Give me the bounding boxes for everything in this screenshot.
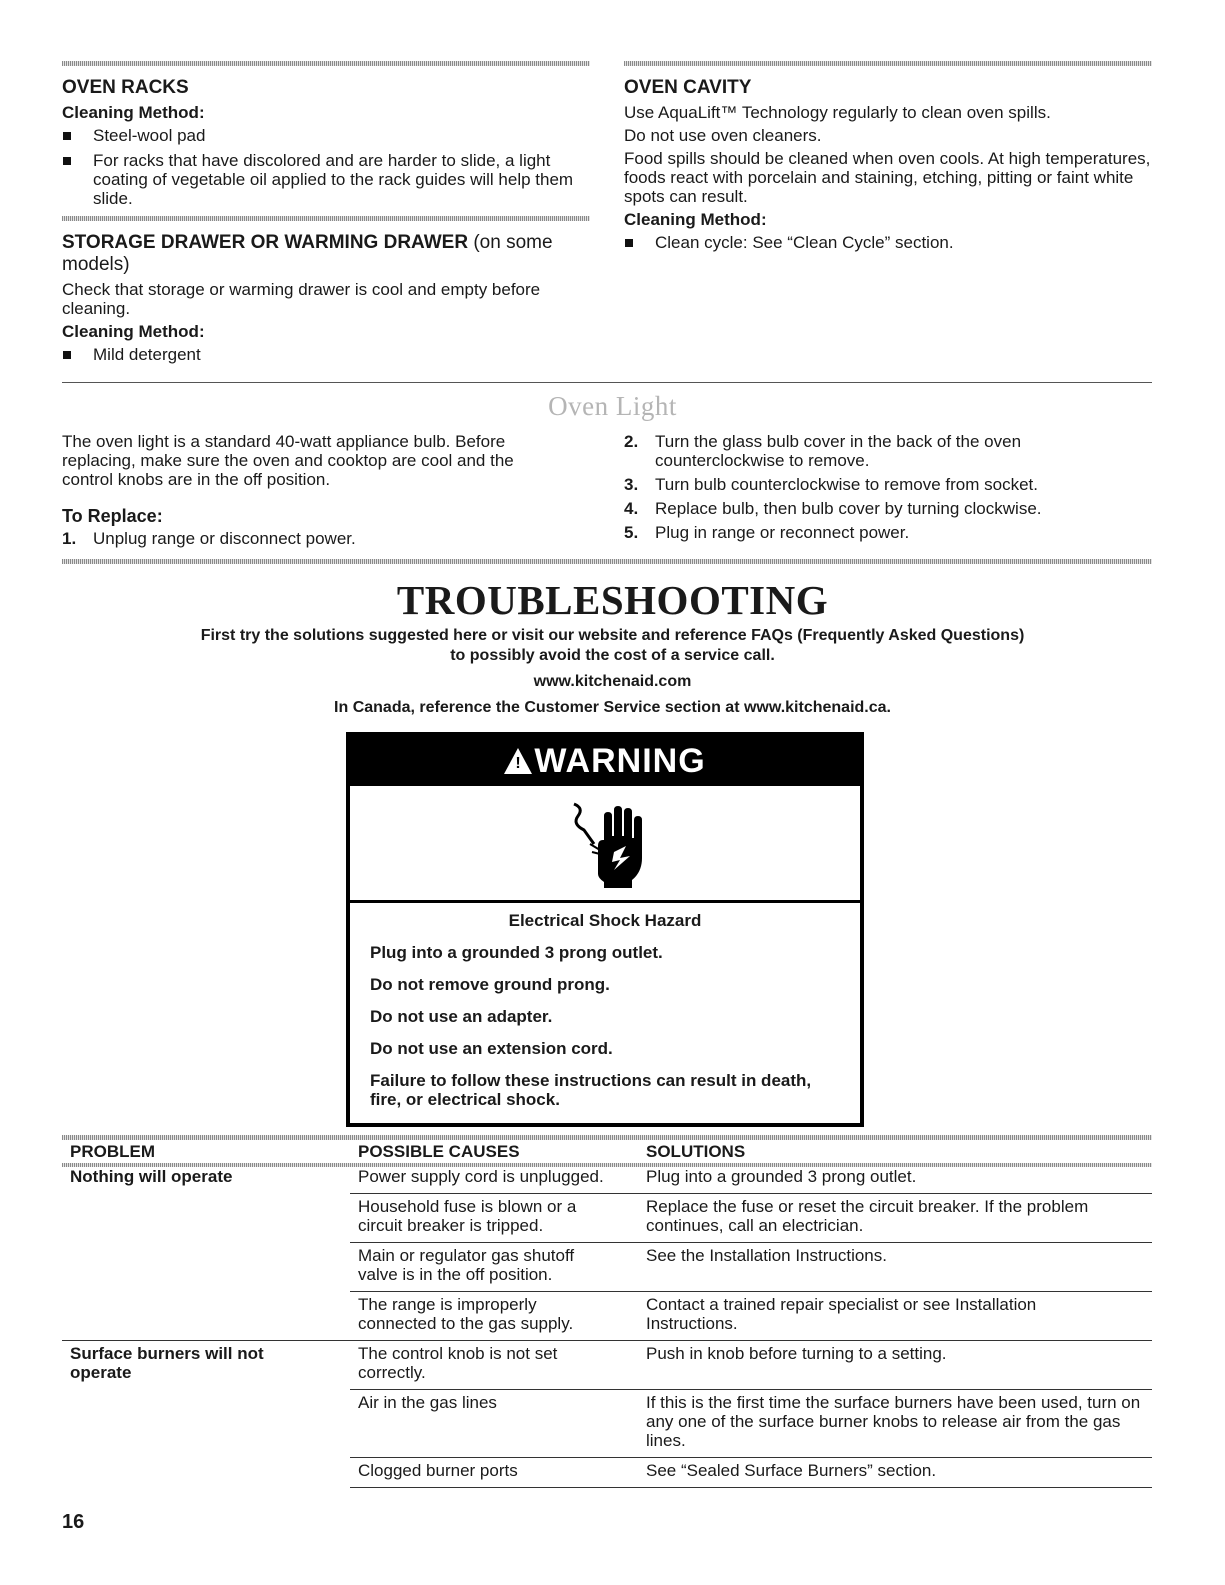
list-item: 2. Turn the glass bulb cover in the back of the oven counterclockwise to remove. <box>624 432 1022 470</box>
list-item: Clean cycle: See “Clean Cycle” section. <box>624 233 1152 252</box>
table-row: Air in the gas lines If this is the first time the surface burners have been used, turn on any one of the surface burner knobs to release air from the gas lines. <box>62 1390 1152 1458</box>
warning-triangle-icon: ! <box>504 748 532 774</box>
list-item: For racks that have discolored and are harder to slide, a light coating of vegetable oil applied to the rack guides will help them slide. <box>62 151 590 208</box>
table-row: The range is improperly connected to the gas supply. Contact a trained repair specialist or see Installation Instructions. <box>62 1292 1152 1341</box>
list-item: Mild detergent <box>62 345 590 364</box>
bullet-square-icon <box>63 157 71 165</box>
header-solutions: SOLUTIONS <box>646 1142 746 1161</box>
table-header-row <box>62 1138 1152 1164</box>
storage-drawer-title: STORAGE DRAWER OR WARMING DRAWER (on some models) <box>62 232 553 275</box>
oven-light-intro: The oven light is a standard 40-watt appliance bulb. Before replacing, make sure the oven and cooktop are cool and the control knobs are in the off position. <box>62 432 514 489</box>
troubleshooting-intro-line2: to possibly avoid the cost of a service call. <box>450 647 775 664</box>
list-item: Steel-wool pad <box>62 126 590 145</box>
table-row: Nothing will operate Power supply cord is unplugged. Plug into a grounded 3 prong outlet. <box>70 1167 917 1186</box>
bullet-square-icon <box>63 132 71 140</box>
oven-cavity-p3: Food spills should be cleaned when oven cools. At high temperatures, foods react with porcelain and staining, etching, pitting or faint white spots can result. <box>624 149 1151 206</box>
oven-cavity-title: OVEN CAVITY <box>624 77 752 98</box>
table-row: Surface burners will not operate The control knob is not set correctly. Push in knob before turning to a setting. <box>62 1341 1152 1390</box>
oven-cavity-section <box>624 77 1152 252</box>
warning-header <box>350 736 860 786</box>
warning-line: Plug into a grounded 3 prong outlet. <box>370 943 663 962</box>
storage-drawer-list <box>62 345 590 364</box>
oven-light-left <box>62 432 590 553</box>
left-column <box>62 66 590 370</box>
website-link[interactable]: www.kitchenaid.com <box>533 673 692 690</box>
list-item: 1. Unplug range or disconnect power. <box>62 529 356 548</box>
table-row: Clogged burner ports See “Sealed Surface Burners” section. <box>62 1458 1152 1488</box>
warning-heading: WARNING <box>534 742 706 780</box>
oven-cavity-p1: Use AquaLift™ Technology regularly to clean oven spills. <box>624 103 1051 122</box>
storage-drawer-text: Check that storage or warming drawer is cool and empty before cleaning. <box>62 280 541 318</box>
table-row: Household fuse is blown or a circuit breaker is tripped. Replace the fuse or reset the circuit breaker. If the problem continues, call an electrician. <box>62 1194 1152 1243</box>
hazard-title: Electrical Shock Hazard <box>508 911 702 930</box>
oven-light-rule <box>62 382 1152 383</box>
troubleshooting-rule <box>62 559 1152 564</box>
oven-light-right <box>624 432 1152 547</box>
troubleshooting-title: TROUBLESHOOTING <box>396 577 829 623</box>
list-item: 4. Replace bulb, then bulb cover by turning clockwise. <box>624 499 1042 518</box>
list-item: 5. Plug in range or reconnect power. <box>624 523 910 542</box>
warning-box <box>346 732 864 1127</box>
oven-racks-list <box>62 126 590 208</box>
bullet-square-icon <box>63 351 71 359</box>
oven-racks-method-label: Cleaning Method: <box>62 103 205 122</box>
header-problem: PROBLEM <box>70 1142 155 1161</box>
list-item: 3. Turn bulb counterclockwise to remove from socket. <box>624 475 1038 494</box>
warning-line: Failure to follow these instructions can result in death, fire, or electrical shock. <box>370 1071 812 1109</box>
oven-cavity-method-label: Cleaning Method: <box>624 210 767 229</box>
replace-steps-right <box>624 432 1152 542</box>
header-causes: POSSIBLE CAUSES <box>358 1142 520 1161</box>
oven-light-title: Oven Light <box>548 391 677 421</box>
storage-drawer-method-label: Cleaning Method: <box>62 322 205 341</box>
page-number: 16 <box>62 1511 85 1533</box>
oven-cavity-list <box>624 233 1152 252</box>
oven-racks-section <box>62 77 590 208</box>
bullet-square-icon <box>625 239 633 247</box>
electrical-shock-hand-icon <box>570 800 650 890</box>
troubleshooting-intro-line1: First try the solutions suggested here or visit our website and reference FAQs (Frequently Asked Questions) <box>200 627 1025 644</box>
table-row: Main or regulator gas shutoff valve is in the off position. See the Installation Instructions. <box>62 1243 1152 1292</box>
storage-drawer-section <box>62 232 590 364</box>
oven-cavity-p2: Do not use oven cleaners. <box>624 126 822 145</box>
troubleshooting-table <box>62 1135 1152 1488</box>
section-divider <box>62 216 590 221</box>
warning-line: Do not remove ground prong. <box>370 975 610 994</box>
warning-line: Do not use an extension cord. <box>370 1039 613 1058</box>
canada-note: In Canada, reference the Customer Service section at www.kitchenaid.ca. <box>334 699 891 716</box>
to-replace-label: To Replace: <box>62 506 163 526</box>
warning-text <box>350 903 860 1109</box>
right-column <box>624 66 1152 258</box>
warning-line: Do not use an adapter. <box>370 1007 553 1026</box>
oven-racks-title: OVEN RACKS <box>62 77 189 98</box>
replace-steps-left <box>62 529 590 548</box>
troubleshooting-intro <box>0 626 1225 718</box>
warning-icon-area <box>350 786 860 903</box>
